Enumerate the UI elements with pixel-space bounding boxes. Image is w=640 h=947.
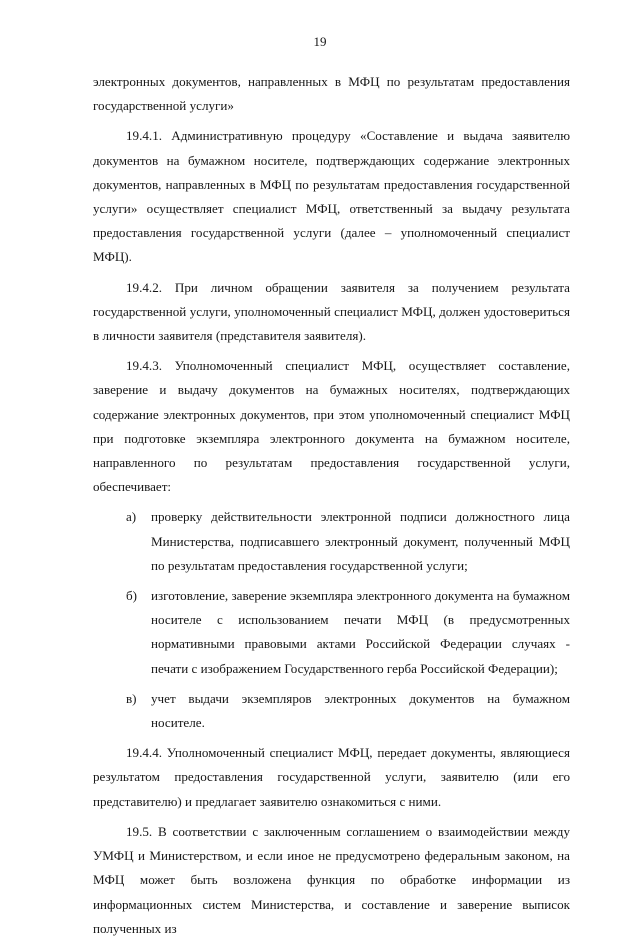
list-item-text: учет выдачи экземпляров электронных документов на бумажном носителе. xyxy=(151,690,570,731)
paragraph-19-4-3: 19.4.3. Уполномоченный специалист МФЦ, осуществляет составление, заверение и выдачу документов на бумажных носителях, подтверждающих содержание электронных документов, при этом уполномоченный специалист МФЦ при подготовке экземпляра электронного документа на бумажном носителе, направленного по результатам предоставления государственной услуги, обеспечивает: xyxy=(93,358,570,495)
paragraph-continuation: электронных документов, направленных в МФЦ по результатам предоставления государственной услуги» xyxy=(93,74,570,114)
paragraph-19-5: 19.5. В соответствии с заключенным соглашением о взаимодействии между УМФЦ и Министерством, и если иное не предусмотрено федеральным законом, на МФЦ может быть возложена функция по обработке информации из информационных систем Министерства, и составление и заверение выписок полученных из xyxy=(93,823,570,936)
paragraph-19-4-1: 19.4.1. Административную процедуру «Составление и выдача заявителю документов на бумажном носителе, подтверждающих содержание электронных документов, направленных в МФЦ по результатам предоставления государственной услуги» осуществляет специалист МФЦ, ответственный за выдачу результата предоставления государственной услуги (далее – уполномоченный специалист МФЦ). xyxy=(93,128,570,265)
list-item-a xyxy=(93,505,570,578)
page-number: 19 xyxy=(313,34,327,49)
list-item-b xyxy=(93,584,570,681)
list-marker: в) xyxy=(126,690,137,706)
paragraph-19-4-4: 19.4.4. Уполномоченный специалист МФЦ, передает документы, являющиеся результатом предоставления государственной услуги, заявителю (или его представителю) и предлагает заявителю ознакомиться с ними. xyxy=(93,745,570,809)
list-marker: а) xyxy=(126,509,137,525)
list-marker: б) xyxy=(126,588,138,604)
list-item-text: изготовление, заверение экземпляра электронного документа на бумажном носителе с использованием печати МФЦ (в предусмотренных нормативными правовыми актами Российской Федерации случаях - печати с изображением Государственного герба Российской Федерации); xyxy=(151,588,570,676)
list-item-text: проверку действительности электронной подписи должностного лица Министерства, подписавшего электронный документ, полученный МФЦ по результатам предоставления государственной услуги; xyxy=(151,509,570,573)
list-item-c xyxy=(93,687,570,735)
document-body xyxy=(93,70,570,947)
paragraph-19-4-2: 19.4.2. При личном обращении заявителя за получением результата государственной услуги, уполномоченный специалист МФЦ, должен удостовериться в личности заявителя (представителя заявителя). xyxy=(93,279,570,344)
